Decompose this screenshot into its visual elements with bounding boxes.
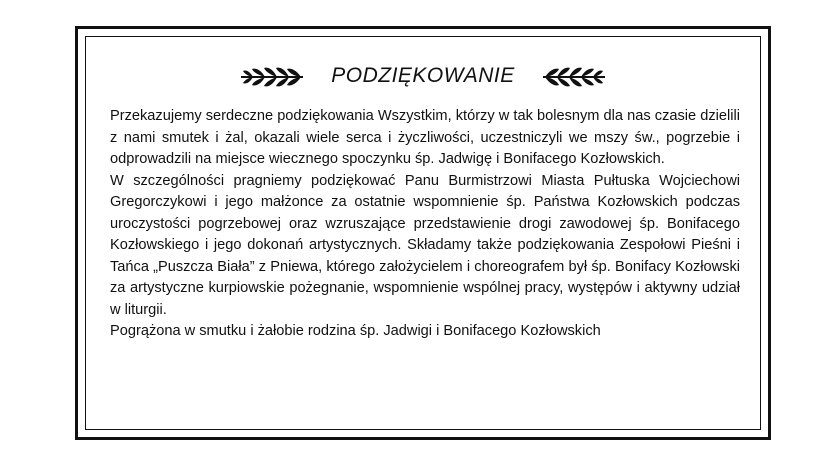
wheat-branch-icon [539,60,607,92]
paragraph-special-thanks: W szczególności pragniemy podziękować Panu Burmistrzowi Miasta Pułtuska Wojciechowi Gregorczykowi i jego małżonce za ostatnie wspomnienie śp. Państwa Kozłowskich podczas uroczystości pogrzebowej oraz wzruszające przedstawienie drogi zawodowej śp. Bonifacego Kozłowskiego i jego dokonań artystycznych. Składamy także podziękowania Zespołowi Pieśni i Tańca „Puszcza Biała” z Pniewa, którego założycielem i choreografem był śp. Bonifacy Kozłowski za artystyczne kurpiowskie pożegnanie, wspomnienie wspólnej pracy, występów i aktywny udział w liturgii. [110,172,740,318]
page-title: PODZIĘKOWANIE [331,64,515,87]
wheat-branch-icon [239,60,307,92]
paragraph-intro: Przekazujemy serdeczne podziękowania Wszystkim, którzy w tak bolesnym dla nas czasie dzielili z nami smutek i żal, okazali wiele serca i życzliwości, uczestniczyli we mszy św., pogrzebie i odprowadzili na miejsce wiecznego spoczynku śp. Jadwigę i Bonifacego Kozłowskich. [110,108,740,167]
header [85,56,761,96]
body-text [110,106,740,343]
paragraph-signature: Pogrążona w smutku i żałobie rodzina śp. Jadwigi i Bonifacego Kozłowskich [110,323,601,339]
